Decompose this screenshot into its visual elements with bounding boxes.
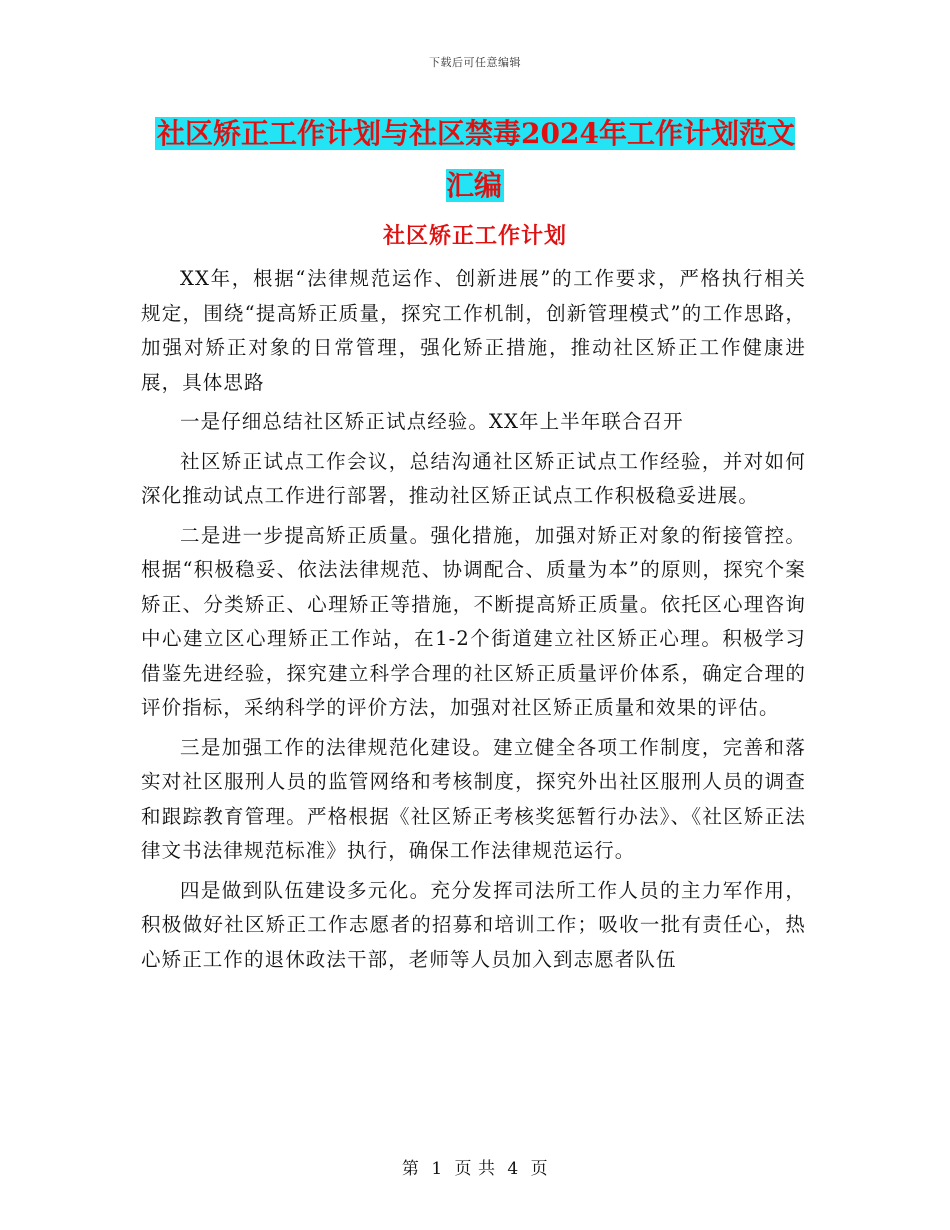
footer-prefix: 第: [401, 1159, 420, 1179]
paragraph: 三是加强工作的法律规范化建设。建立健全各项工作制度，完善和落实对社区服刑人员的监管网络和考核制度，探究外出社区服刑人员的调查和跟踪教育管理。严格根据《社区矫正考核奖惩暂行办法》、《社区矫正法律文书法律规范标准》执行，确保工作法律规范运行。: [141, 735, 806, 862]
paragraph: 社区矫正试点工作会议，总结沟通社区矫正试点工作经验，并对如何深化推动试点工作进行部署，推动社区矫正试点工作积极稳妥进展。: [141, 449, 806, 507]
paragraph: 二是进一步提高矫正质量。强化措施，加强对矫正对象的衔接管控。根据“积极稳妥、依法法律规范、协调配合、质量为本”的原则，探究个案矫正、分类矫正、心理矫正等措施，不断提高矫正质量。依托区心理咨询中心建立区心理矫正工作站，在1-2个街道建立社区矫正心理。积极学习借鉴先进经验，探究建立科学合理的社区矫正质量评价体系，确定合理的评价指标，采纳科学的评价方法，加强对社区矫正质量和效果的评估。: [141, 523, 806, 719]
footer-middle: 页 共: [454, 1159, 496, 1179]
footer-page-number: 1: [431, 1159, 443, 1179]
paragraph: XX年，根据“法律规范运作、创新进展”的工作要求，严格执行相关规定，围绕“提高矫正质量，探究工作机制，创新管理模式”的工作思路，加强对矫正对象的日常管理，强化矫正措施，推动社区矫正工作健康进展，具体思路: [141, 267, 806, 394]
document-title: [150, 108, 800, 212]
section-title: 社区矫正工作计划: [382, 223, 567, 249]
body-text: [141, 262, 806, 982]
header-note: 下载后可任意编辑: [429, 56, 521, 69]
footer-suffix: 页: [530, 1159, 549, 1179]
paragraph: 一是仔细总结社区矫正试点经验。XX年上半年联合召开: [180, 410, 684, 433]
footer-total-pages: 4: [507, 1159, 519, 1179]
document-title-text: 社区矫正工作计划与社区禁毒2024年工作计划范文汇编: [157, 117, 795, 202]
page-footer: [0, 1154, 950, 1179]
paragraph: 四是做到队伍建设多元化。充分发挥司法所工作人员的主力军作用，积极做好社区矫正工作志愿者的招募和培训工作；吸收一批有责任心，热心矫正工作的退休政法干部，老师等人员加入到志愿者队伍: [141, 878, 806, 971]
